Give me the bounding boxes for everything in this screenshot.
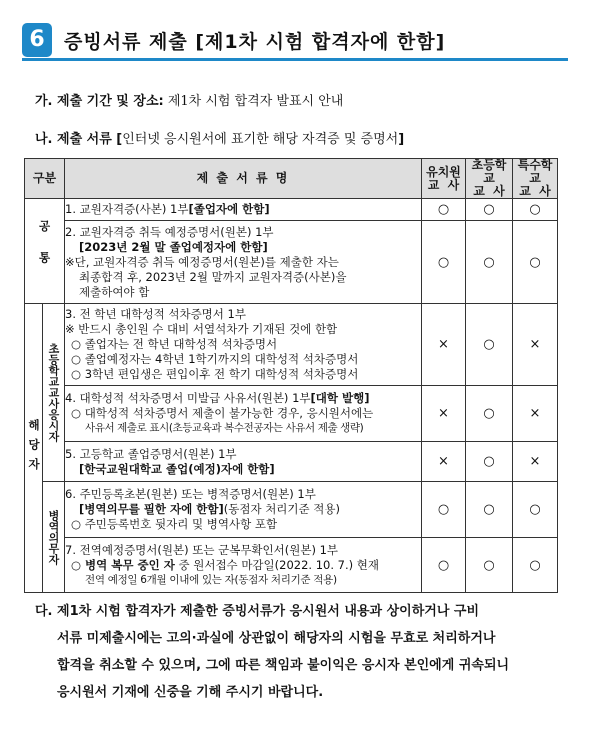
header-documents: 제 출 서 류 명 — [65, 159, 422, 199]
doc-line-bold: [졸업자에 한함] — [188, 202, 270, 216]
table-row — [25, 304, 558, 386]
doc-line: ○ 대학성적 석차증명서 제출이 불가능한 경우, 응시원서에는 — [71, 406, 374, 420]
mark-special: ○ — [513, 221, 558, 304]
mark-special: ○ — [513, 199, 558, 221]
doc-line: 4. 대학성적 석차증명서 미발급 사유서(원본) 1부 — [65, 391, 311, 405]
notice-line: 다. 제1차 시험 합격자가 제출한 증빙서류가 응시원서 내용과 상이하거나 구비 — [35, 604, 480, 619]
notice-line: 응시원서 기재에 신중을 기해 주시기 바랍니다. — [57, 685, 324, 700]
mark-elementary: ○ — [466, 386, 513, 442]
mark-elementary: ○ — [466, 304, 513, 386]
document-cell — [65, 538, 422, 593]
table-header-row — [25, 159, 558, 199]
document-cell — [65, 482, 422, 538]
doc-line: ○ 3학년 편입생은 편입이후 전 학기 대학성적 석차증명서 — [71, 367, 359, 381]
bracket-close: ] — [398, 132, 405, 147]
table-row — [25, 386, 558, 442]
group-military-label: 병역의무자 — [47, 509, 60, 565]
doc-line-bold: [대학 발행] — [310, 391, 370, 405]
mark-special: ○ — [513, 482, 558, 538]
mark-kindergarten: ○ — [422, 538, 466, 593]
document-cell — [65, 442, 422, 482]
mark-special: × — [513, 304, 558, 386]
doc-line: 3. 전 학년 대학성적 석차증명서 1부 — [65, 307, 246, 321]
doc-line: 제출하여야 함 — [79, 284, 150, 299]
doc-line: 중 원서접수 마감일(2022. 10. 7.) 현재 — [174, 557, 379, 572]
table-row — [25, 442, 558, 482]
group-applicable — [25, 304, 43, 593]
header-category: 구분 — [25, 159, 65, 199]
document-cell — [65, 304, 422, 386]
notice-line: 합격을 취소할 수 있으며, 그에 따른 책임과 불이익은 응시자 본인에게 귀속되니 — [57, 658, 510, 673]
header-kindergarten-line1: 유치원 — [426, 164, 461, 179]
table-row — [25, 221, 558, 304]
header-underline — [22, 58, 568, 61]
doc-line: 사유서 제출로 표시(초등교육과 복수전공자는 사유서 제출 생략) — [85, 422, 364, 434]
doc-line: 5. 고등학교 졸업증명서(원본) 1부 — [65, 446, 237, 461]
table-row — [25, 482, 558, 538]
mark-elementary: ○ — [466, 442, 513, 482]
group-military — [43, 482, 65, 593]
submission-period-label: 가. 제출 기간 및 장소: — [35, 94, 164, 109]
group-elementary-applicant-label: 초등학교교사응시자 — [47, 343, 60, 442]
group-elementary-applicant — [43, 304, 65, 482]
mark-kindergarten: × — [422, 304, 466, 386]
header-kindergarten — [422, 159, 466, 199]
doc-line: ○ 졸업예정자는 4학년 1학기까지의 대학성적 석차증명서 — [71, 352, 359, 366]
doc-line-bold: [한국교원대학교 졸업(예정)자에 한함] — [79, 461, 275, 476]
document-cell — [65, 221, 422, 304]
doc-line: 6. 주민등록초본(원본) 또는 병적증명서(원본) 1부 — [65, 487, 316, 501]
submission-documents — [35, 128, 404, 147]
mark-kindergarten: × — [422, 386, 466, 442]
mark-elementary: ○ — [466, 538, 513, 593]
mark-special: × — [513, 442, 558, 482]
notice-line: 서류 미제출시에는 고의·과실에 상관없이 해당자의 시험을 무효로 처리하거나 — [57, 631, 496, 646]
header-special-line1: 특수학교 — [517, 158, 553, 185]
doc-line: 전역 예정일 6개월 이내에 있는 자(동점자 처리기준 적용) — [85, 573, 337, 586]
notice-paragraph — [35, 598, 555, 706]
mark-kindergarten: ○ — [422, 199, 466, 221]
submission-period-value: 제1차 시험 합격자 발표시 안내 — [163, 94, 344, 109]
doc-line: ○ 주민등록번호 뒷자리 및 병역사항 포함 — [71, 517, 278, 531]
doc-line: ※ 반드시 총인원 수 대비 서열석차가 기재된 것에 한함 — [65, 322, 338, 336]
mark-special: × — [513, 386, 558, 442]
mark-elementary: ○ — [466, 482, 513, 538]
documents-table — [24, 158, 558, 593]
doc-line: ○ 졸업자는 전 학년 대학성적 석차증명서 — [71, 337, 278, 351]
doc-line: 최종합격 후, 2023년 2월 말까지 교원자격증(사본)을 — [79, 269, 347, 284]
mark-elementary: ○ — [466, 199, 513, 221]
doc-line-bold: ○ 병역 복무 중인 자 — [71, 557, 175, 572]
doc-line-bold: [2023년 2월 말 졸업예정자에 한함] — [79, 239, 268, 254]
bracket-open: [ — [111, 132, 123, 147]
mark-elementary: ○ — [466, 221, 513, 304]
mark-kindergarten: × — [422, 442, 466, 482]
header-special — [513, 159, 558, 199]
doc-line: ※단, 교원자격증 취득 예정증명서(원본)를 제출한 자는 — [65, 254, 339, 269]
header-special-line2: 교 사 — [519, 184, 551, 198]
group-common — [25, 199, 65, 304]
mark-special: ○ — [513, 538, 558, 593]
header-kindergarten-line2: 교 사 — [427, 177, 460, 192]
header-elementary-line1: 초등학교 — [471, 158, 507, 185]
document-cell — [65, 386, 422, 442]
table-row — [25, 199, 558, 221]
submission-documents-label: 나. 제출 서류 — [35, 132, 112, 147]
document-cell — [65, 199, 422, 221]
submission-period — [35, 90, 343, 109]
doc-line-bold: [병역의무를 필한 자에 한함] — [79, 502, 224, 516]
doc-line: 1. 교원자격증(사본) 1부 — [65, 202, 189, 216]
group-common-label: 공통 — [37, 219, 52, 283]
submission-documents-value: 인터넷 응시원서에 표기한 해당 자격증 및 증명서 — [122, 132, 399, 147]
doc-line: 2. 교원자격증 취득 예정증명서(원본) 1부 — [65, 224, 274, 239]
section-title: 증빙서류 제출 [제1차 시험 합격자에 한함] — [64, 31, 446, 53]
doc-line: 7. 전역예정증명서(원본) 또는 군복무확인서(원본) 1부 — [65, 542, 339, 557]
header-elementary-line2: 교 사 — [473, 184, 505, 198]
doc-line: (동점자 처리기준 적용) — [223, 502, 340, 516]
header-elementary — [466, 159, 513, 199]
section-number-badge: 6 — [22, 23, 52, 57]
section-header — [22, 20, 568, 60]
table-row — [25, 538, 558, 593]
mark-kindergarten: ○ — [422, 221, 466, 304]
mark-kindergarten: ○ — [422, 482, 466, 538]
group-applicable-label: 해당자 — [27, 418, 41, 478]
